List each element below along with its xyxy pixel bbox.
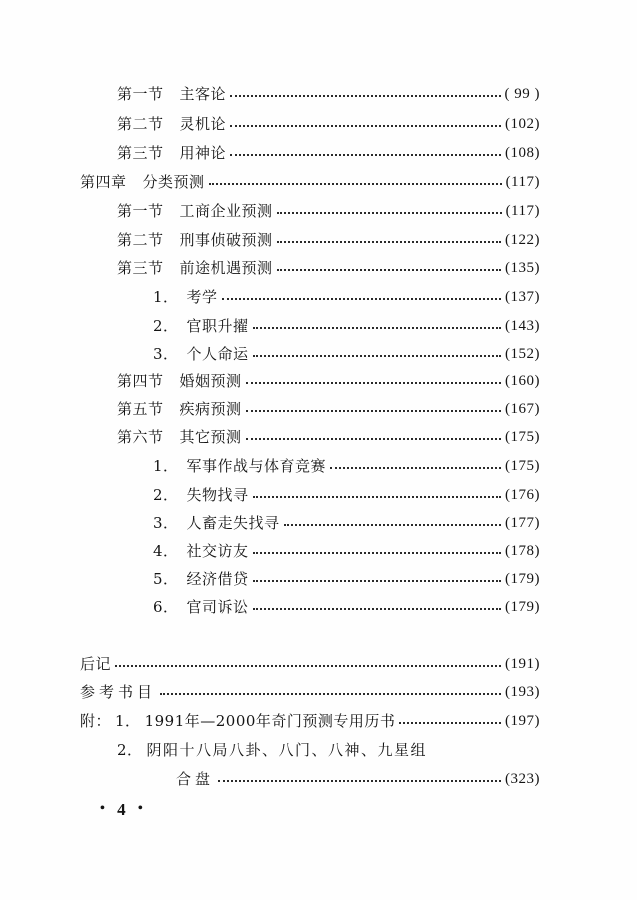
toc-subentry-title: 官司诉讼: [186, 598, 249, 616]
toc-subentry-number: 2．: [153, 317, 179, 335]
toc-subentry-title: 军事作战与体育竞赛: [186, 457, 327, 475]
toc-entry-label: 第二节: [117, 231, 164, 249]
toc-leader-dots: [253, 608, 501, 610]
toc-subentry: [153, 283, 540, 311]
toc-entry-page: (175): [505, 429, 540, 445]
toc-entry-page: (102): [505, 116, 540, 132]
toc-appendix-number: 1．: [115, 712, 141, 730]
toc-subentry-title: 人畜走失找寻: [186, 514, 280, 532]
toc-entry-label: 第六节: [117, 428, 164, 446]
toc-entry-title: 工商企业预测: [179, 202, 273, 220]
toc-subentry-number: 5．: [153, 570, 179, 588]
toc-entry-title: 其它预测: [179, 428, 242, 446]
toc-subentry-number: 4．: [153, 542, 179, 560]
toc-entry: [117, 139, 540, 167]
toc-entry-page: (323): [505, 771, 540, 787]
toc-subentry-number: 3．: [153, 514, 179, 532]
toc-appendix-number: 2．: [117, 741, 143, 759]
toc-subentry-title: 官职升擢: [186, 317, 249, 335]
toc-entry-label: 第一节: [117, 202, 164, 220]
toc-subentry: [153, 312, 540, 340]
toc-entry-page: (108): [505, 145, 540, 161]
toc-backmatter-entry: [80, 650, 540, 678]
toc-entry-label: 第一节: [117, 85, 164, 103]
toc-subentry-title: 失物找寻: [186, 486, 249, 504]
toc-chapter-label: 第四章: [80, 173, 127, 191]
toc-entry-label: 第三节: [117, 259, 164, 277]
toc-appendix-entry: [80, 707, 540, 735]
toc-backmatter-title: 后记: [80, 655, 112, 673]
page-number-footer: [100, 800, 147, 820]
toc-leader-dots: [253, 496, 501, 498]
toc-subentry: [153, 537, 540, 565]
toc-entry-page: (179): [505, 599, 540, 615]
page-number: 4: [117, 800, 130, 819]
toc-leader-dots: [230, 95, 500, 97]
toc-appendix-label: 附：: [80, 712, 112, 730]
toc-entry-page: (135): [505, 260, 540, 276]
toc-entry-page: (167): [505, 401, 540, 417]
toc-chapter-entry: [80, 168, 540, 196]
toc-entry-label: 第三节: [117, 144, 164, 162]
toc-entry: [117, 367, 540, 395]
toc-leader-dots: [230, 154, 501, 156]
toc-leader-dots: [209, 183, 502, 185]
toc-leader-dots: [115, 665, 501, 667]
toc-appendix-title-cont: 合盘: [176, 770, 215, 788]
toc-entry-title: 主客论: [179, 85, 227, 103]
toc-entry-page: (179): [505, 571, 540, 587]
toc-backmatter-entry: [80, 678, 540, 706]
toc-leader-dots: [253, 355, 501, 357]
toc-chapter-title: 分类预测: [142, 173, 205, 191]
bullet-right: •: [137, 801, 147, 816]
toc-leader-dots: [277, 241, 501, 243]
toc-entry-page: (160): [505, 373, 540, 389]
toc-subentry: [153, 509, 540, 537]
toc-entry: [117, 110, 540, 138]
toc-entry: [117, 197, 540, 225]
toc-appendix-continuation: [176, 765, 540, 793]
toc-entry-label: 第四节: [117, 372, 164, 390]
toc-subentry-number: 1．: [153, 288, 179, 306]
toc-leader-dots: [218, 780, 501, 782]
toc-subentry: [153, 593, 540, 621]
toc-entry-title: 疾病预测: [179, 400, 242, 418]
toc-subentry: [153, 565, 540, 593]
toc-entry-page: (176): [505, 487, 540, 503]
toc-entry-page: (197): [505, 713, 540, 729]
toc-leader-dots: [330, 467, 501, 469]
toc-entry-title: 刑事侦破预测: [179, 231, 273, 249]
toc-subentry-title: 经济借贷: [186, 570, 249, 588]
toc-subentry-number: 6．: [153, 598, 179, 616]
toc-entry: [117, 80, 540, 108]
toc-leader-dots: [246, 410, 501, 412]
toc-entry-page: (152): [505, 346, 540, 362]
toc-entry-page: (137): [505, 289, 540, 305]
toc-entry-title: 婚姻预测: [179, 372, 242, 390]
toc-appendix-title: 阴阳十八局八卦、八门、八神、九星组: [146, 741, 428, 759]
toc-leader-dots: [253, 327, 501, 329]
toc-subentry-number: 2．: [153, 486, 179, 504]
toc-entry-page: (117): [505, 174, 540, 190]
toc-backmatter-title: 参考书目: [80, 683, 157, 701]
toc-leader-dots: [160, 693, 501, 695]
toc-entry-label: 第五节: [117, 400, 164, 418]
toc-entry-page: (191): [505, 656, 540, 672]
toc-subentry-number: 3．: [153, 345, 179, 363]
toc-subentry-title: 考学: [186, 288, 218, 306]
toc-leader-dots: [246, 382, 501, 384]
toc-leader-dots: [284, 524, 501, 526]
toc-entry: [117, 395, 540, 423]
toc-leader-dots: [277, 269, 501, 271]
toc-entry-page: (177): [505, 515, 540, 531]
toc-subentry: [153, 452, 540, 480]
toc-appendix-entry: [117, 736, 540, 764]
toc-subentry: [153, 481, 540, 509]
toc-leader-dots: [399, 722, 501, 724]
toc-entry-page: (117): [505, 203, 540, 219]
toc-entry-title: 灵机论: [179, 115, 227, 133]
toc-entry-page: (193): [505, 684, 540, 700]
toc-leader-dots: [277, 212, 502, 214]
toc-entry-page: (143): [505, 318, 540, 334]
toc-entry: [117, 226, 540, 254]
toc-leader-dots: [253, 552, 501, 554]
toc-entry-page: (122): [505, 232, 540, 248]
toc-entry: [117, 423, 540, 451]
toc-subentry: [153, 340, 540, 368]
toc-entry: [117, 254, 540, 282]
toc-appendix-title: 1991年—2000年奇门预测专用历书: [144, 712, 396, 730]
toc-subentry-number: 1．: [153, 457, 179, 475]
toc-entry-title: 前途机遇预测: [179, 259, 273, 277]
toc-leader-dots: [230, 125, 501, 127]
toc-leader-dots: [246, 438, 501, 440]
toc-leader-dots: [253, 580, 501, 582]
toc-entry-title: 用神论: [179, 144, 227, 162]
toc-leader-dots: [222, 298, 501, 300]
bullet-left: •: [100, 801, 109, 816]
toc-entry-page: ( 99 ): [504, 86, 540, 102]
toc-entry-page: (178): [505, 543, 540, 559]
toc-entry-label: 第二节: [117, 115, 164, 133]
toc-subentry-title: 社交访友: [186, 542, 249, 560]
toc-subentry-title: 个人命运: [186, 345, 249, 363]
toc-entry-page: (175): [505, 458, 540, 474]
